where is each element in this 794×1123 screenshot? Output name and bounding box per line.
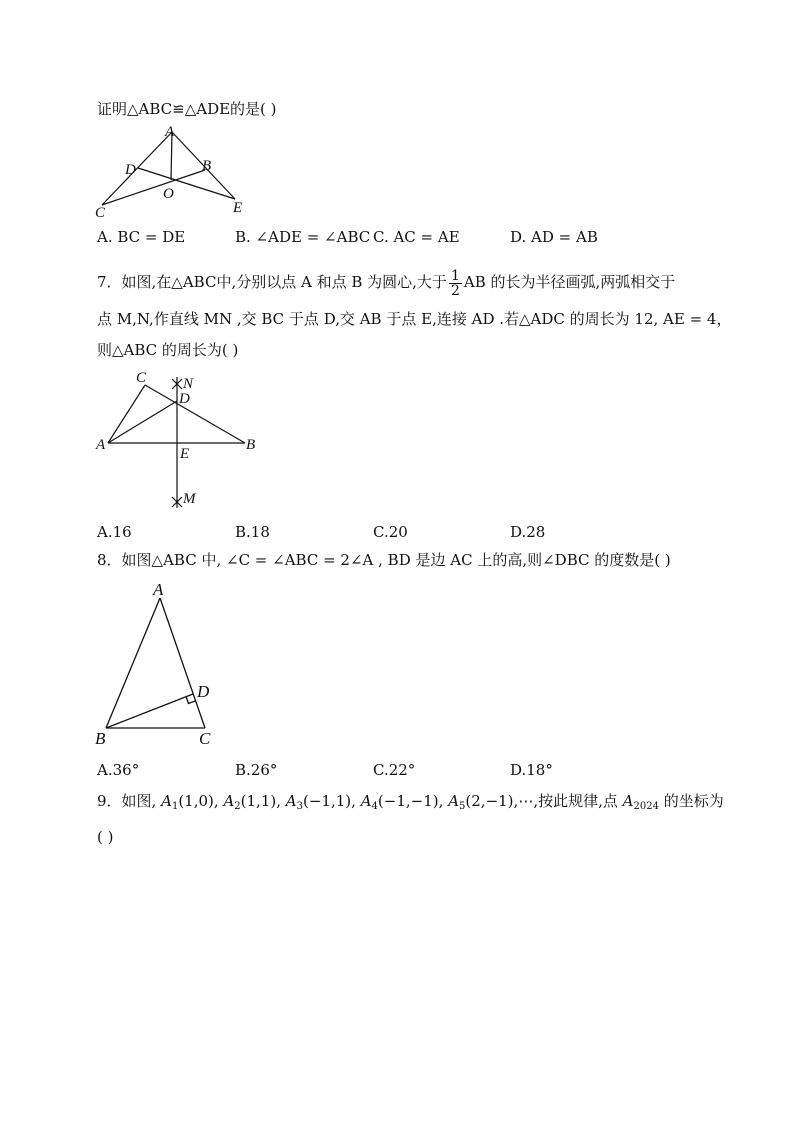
- q7-label-a: A: [96, 437, 106, 453]
- q7-frac-num: 1: [450, 267, 460, 284]
- q7-label-m: M: [183, 491, 196, 507]
- q7-figure: [95, 367, 270, 515]
- q6-option-a: A. BC = DE: [97, 228, 186, 246]
- q6-label-b: B: [202, 158, 212, 174]
- q9-point-1-sub: 1: [171, 801, 179, 812]
- q8-stem: 8．如图△ABC 中, ∠C = ∠ABC = 2∠A , BD 是边 AC 上的高,则∠DBC 的度数是( ): [97, 551, 671, 569]
- q7-line1-post: AB 的长为半径画弧,两弧相交于: [463, 273, 676, 291]
- q9-sep-4: ,: [438, 792, 444, 810]
- q9-point-5-name: A: [448, 792, 460, 810]
- q9-point-5-coord: (2,−1): [465, 792, 514, 810]
- q7-label-c: C: [136, 370, 147, 386]
- q6-seg-cb: [102, 170, 205, 205]
- q9-point-1-coord: (1,0): [178, 792, 214, 810]
- q8-label-c: C: [199, 729, 211, 748]
- q9-point-4-name: A: [360, 792, 372, 810]
- q8-option-d: D.18°: [510, 761, 553, 779]
- q7-seg-cb: [145, 385, 245, 443]
- q8-label-d: D: [197, 682, 210, 701]
- q7-option-a: A.16: [97, 523, 132, 541]
- q7-option-d: D.28: [510, 523, 546, 541]
- q6-label-a: A: [165, 124, 175, 140]
- q6-seg-ac: [102, 132, 172, 205]
- q6-figure: [95, 124, 265, 224]
- q8-option-a: A.36°: [97, 761, 140, 779]
- q9-point-1-name: A: [161, 792, 172, 810]
- q6-option-b: B. ∠ADE = ∠ABC: [235, 228, 371, 246]
- q9-point-3-coord: (−1,1): [303, 792, 352, 810]
- q8-seg-ac: [160, 598, 205, 728]
- q9-ellipsis: ,⋯: [513, 792, 534, 810]
- q7-label-d: D: [179, 391, 190, 407]
- q8-label-a: A: [153, 580, 164, 599]
- q6-option-d: D. AD = AB: [510, 228, 598, 246]
- q9-stem: [97, 791, 724, 817]
- q7-line1: [97, 265, 675, 299]
- q9-point-4-sub: 4: [371, 801, 378, 812]
- q8-figure: [92, 580, 232, 750]
- q6-label-e: E: [233, 200, 243, 216]
- q9-bracket: ( ): [97, 828, 114, 846]
- q7-line2: 点 M,N,作直线 MN ,交 BC 于点 D,交 AB 于点 E,连接 AD .若△ADC 的周长为 12, AE = 4，: [97, 310, 732, 328]
- q9-sep-1: ,: [213, 792, 219, 810]
- q8-seg-ab: [106, 598, 160, 728]
- q7-line3: 则△ABC 的周长为( ): [97, 341, 239, 359]
- q7-seg-ac: [108, 385, 145, 443]
- q9-target-sub: 2024: [633, 801, 659, 812]
- q6-label-o: O: [163, 186, 174, 202]
- q8-seg-bd: [106, 694, 193, 728]
- q9-point-2-sub: 2: [234, 801, 241, 812]
- q7-label-b: B: [246, 437, 256, 453]
- q9-point-5-sub: 5: [459, 801, 466, 812]
- q7-fraction: [449, 269, 462, 298]
- q7-option-c: C.20: [373, 523, 408, 541]
- q6-label-c: C: [95, 205, 106, 221]
- q9-point-4-coord: (−1,−1): [377, 792, 439, 810]
- q8-option-c: C.22°: [373, 761, 416, 779]
- q9-point-3-sub: 3: [296, 801, 303, 812]
- q8-label-b: B: [95, 729, 106, 748]
- q9-sep-2: ,: [276, 792, 281, 810]
- q6-option-c: C. AC = AE: [373, 228, 460, 246]
- q7-line1-pre: 7．如图,在△ABC中,分别以点 A 和点 B 为圆心,大于: [97, 273, 447, 291]
- q6-label-d: D: [125, 162, 136, 178]
- q7-label-e: E: [180, 446, 190, 462]
- q9-point-3-name: A: [285, 792, 297, 810]
- q7-frac-den: 2: [450, 282, 460, 299]
- q9-post: 的坐标为: [658, 792, 724, 810]
- q7-option-b: B.18: [235, 523, 270, 541]
- q7-label-n: N: [183, 376, 194, 392]
- q9-point-2-name: A: [223, 792, 235, 810]
- q7-seg-ad: [108, 401, 177, 443]
- q9-point-2-coord: (1,1): [240, 792, 277, 810]
- q8-option-b: B.26°: [235, 761, 278, 779]
- q9-mid: ,按此规律,点: [533, 792, 623, 810]
- q9-sep-3: ,: [351, 792, 356, 810]
- q9-pre: 9．如图,: [97, 792, 162, 810]
- q9-target-name: A: [622, 792, 634, 810]
- q6-stem-tail: 证明△ABC≌△ADE的是( ): [97, 100, 277, 118]
